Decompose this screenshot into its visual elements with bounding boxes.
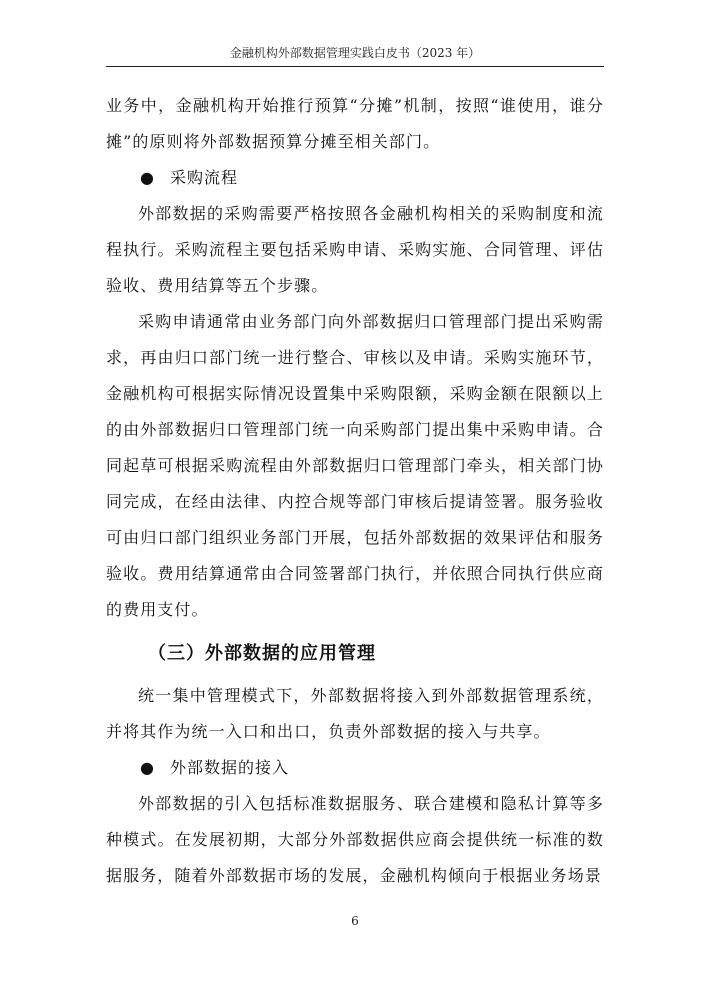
page-number: 6 bbox=[351, 914, 359, 928]
paragraph-budget-allocation: 业务中，金融机构开始推行预算“分摊”机制，按照“谁使用，谁分摊”的原则将外部数据预算分摊至相关部门。 bbox=[106, 96, 604, 151]
bullet-dot-icon: ● bbox=[140, 758, 155, 777]
paragraph-procurement-overview: 外部数据的采购需要严格按照各金融机构相关的采购制度和流程执行。采购流程主要包括采购申请、采购实施、合同管理、评估验收、费用结算等五个步骤。 bbox=[106, 204, 604, 295]
bullet-label: 外部数据的接入 bbox=[170, 758, 290, 777]
paragraph-procurement-steps: 采购申请通常由业务部门向外部数据归口管理部门提出采购需求，再由归口部门统一进行整合、审核以及申请。采购实施环节，金融机构可根据实际情况设置集中采购限额，采购金额在限额以上的由外部数据归口管理部门统一向采购部门提出集中采购申请。合同起草可根据采购流程由外部数据归口管理部门牵头，相关部门协同完成，在经由法律、内控合规等部门审核后提请签署。服务验收可由归口部门组织业务部门开展，包括外部数据的效果评估和服务验收。费用结算通常由合同签署部门执行，并依照合同执行供应商的费用支付。 bbox=[106, 312, 604, 619]
bullet-dot-icon: ● bbox=[140, 168, 155, 187]
bullet-procurement-process bbox=[106, 160, 604, 196]
bullet-label: 采购流程 bbox=[170, 168, 239, 187]
bullet-data-access bbox=[106, 750, 604, 786]
page-header: 金融机构外部数据管理实践白皮书（2023 年） bbox=[229, 46, 481, 60]
paragraph-data-access-modes: 外部数据的引入包括标准数据服务、联合建模和隐私计算等多种模式。在发展初期，大部分外部数据供应商会提供统一标准的数据服务，随着外部数据市场的发展，金融机构倾向于根据业务场景 bbox=[106, 794, 604, 885]
document-body bbox=[106, 88, 604, 894]
paragraph-unified-management: 统一集中管理模式下，外部数据将接入到外部数据管理系统，并将其作为统一入口和出口，负责外部数据的接入与共享。 bbox=[106, 686, 604, 741]
header-rule bbox=[106, 66, 604, 67]
section-title: （三）外部数据的应用管理 bbox=[148, 643, 376, 664]
